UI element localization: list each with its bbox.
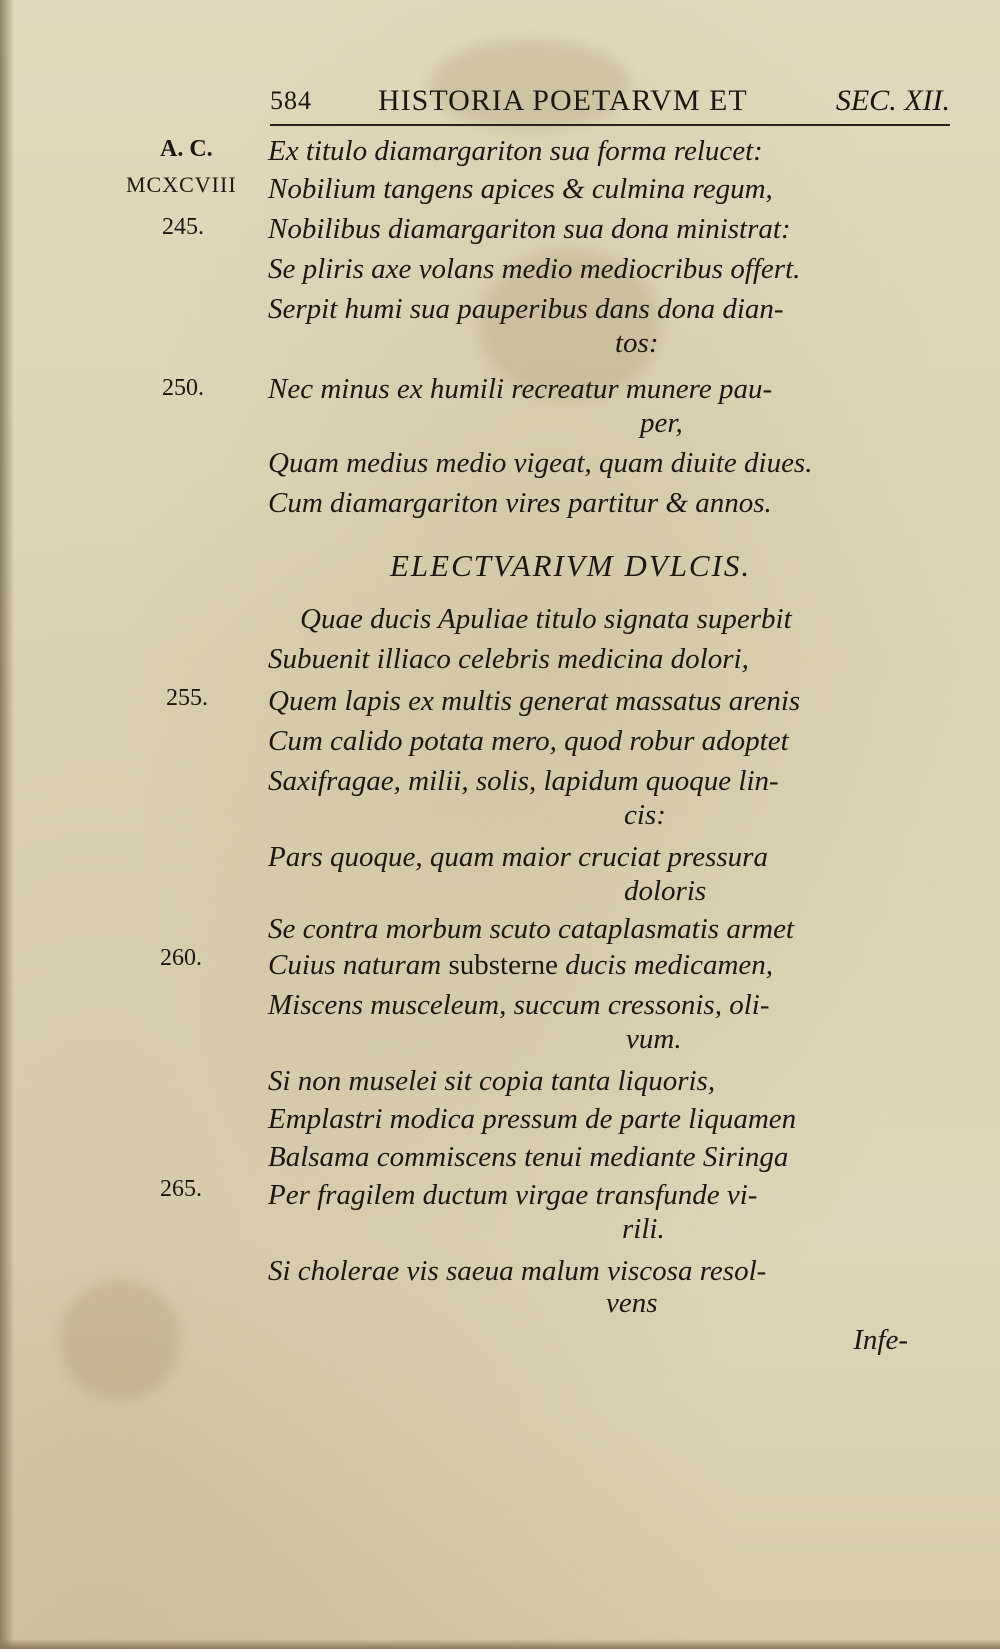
verse-continuation: rili. [622, 1213, 665, 1245]
verse-line: Quam medius medio vigeat, quam diuite diues. [268, 447, 813, 479]
verse-line: Ex titulo diamargariton sua forma relucet: [268, 135, 763, 167]
verse-line: Quae ducis Apuliae titulo signata superbit [300, 603, 792, 635]
verse-line: Saxifragae, milii, solis, lapidum quoque lin- [268, 765, 779, 797]
margin-year: MCXCVIII [126, 172, 237, 197]
verse-continuation: cis: [624, 799, 666, 831]
header-rule [270, 124, 950, 126]
page-number: 584 [270, 86, 312, 115]
verse-roman-word: substerne [448, 949, 559, 981]
verse-continuation: doloris [624, 875, 707, 907]
margin-anno-domini: A. C. [160, 136, 213, 162]
margin-line-number: 265. [160, 1176, 202, 1202]
verse-line: Si non muselei sit copia tanta liquoris, [268, 1065, 716, 1097]
margin-line-number: 245. [162, 214, 204, 240]
verse-line: Serpit humi sua pauperibus dans dona dian- [268, 293, 784, 325]
section-title: ELECTVARIVM DVLCIS. [390, 548, 752, 583]
header-title: HISTORIA POETARVM ET [378, 84, 748, 117]
verse-line: Emplastri modica pressum de parte liquamen [268, 1103, 797, 1135]
verse-line-mixed [268, 948, 773, 982]
page-bottom-shadow [0, 1639, 1000, 1649]
verse-line: Nobilium tangens apices & culmina regum, [268, 173, 773, 205]
running-header [270, 80, 950, 124]
verse-line: Balsama commiscens tenui mediante Siringa [268, 1141, 789, 1173]
margin-line-number: 260. [160, 945, 202, 971]
verse-line: Quem lapis ex multis generat massatus arenis [268, 685, 801, 717]
verse-line: Nec minus ex humili recreatur munere pau- [268, 373, 773, 405]
verse-continuation: vens [606, 1287, 658, 1319]
verse-line: Miscens musceleum, succum cressonis, oli- [268, 989, 770, 1021]
margin-line-number: 250. [162, 375, 204, 401]
verse-line: Per fragilem ductum virgae transfunde vi- [268, 1179, 758, 1211]
verse-text: Cuius naturam [268, 949, 442, 981]
header-section: SEC. XII. [835, 84, 950, 117]
verse-line: Nobilibus diamargariton sua dona ministrat: [268, 213, 791, 245]
verse-line: Se pliris axe volans medio mediocribus offert. [268, 253, 801, 285]
verse-line: Se contra morbum scuto cataplasmatis armet [268, 913, 794, 945]
verse-line: Subuenit illiaco celebris medicina dolori, [268, 643, 749, 675]
verse-line: Pars quoque, quam maior cruciat pressura [268, 841, 768, 873]
verse-line: Cum diamargariton vires partitur & annos. [268, 487, 772, 519]
paper-stain [60, 1280, 180, 1400]
verse-line: Si cholerae vis saeua malum viscosa resol- [268, 1255, 767, 1287]
margin-line-number: 255. [166, 685, 208, 711]
catchword: Infe- [853, 1324, 908, 1356]
verse-continuation: tos: [615, 327, 659, 359]
verse-continuation: per, [640, 407, 683, 439]
verse-continuation: vum. [626, 1023, 682, 1055]
page-edge-shadow [0, 0, 14, 1649]
verse-text: ducis medicamen, [565, 949, 774, 981]
verse-line: Cum calido potata mero, quod robur adoptet [268, 725, 789, 757]
